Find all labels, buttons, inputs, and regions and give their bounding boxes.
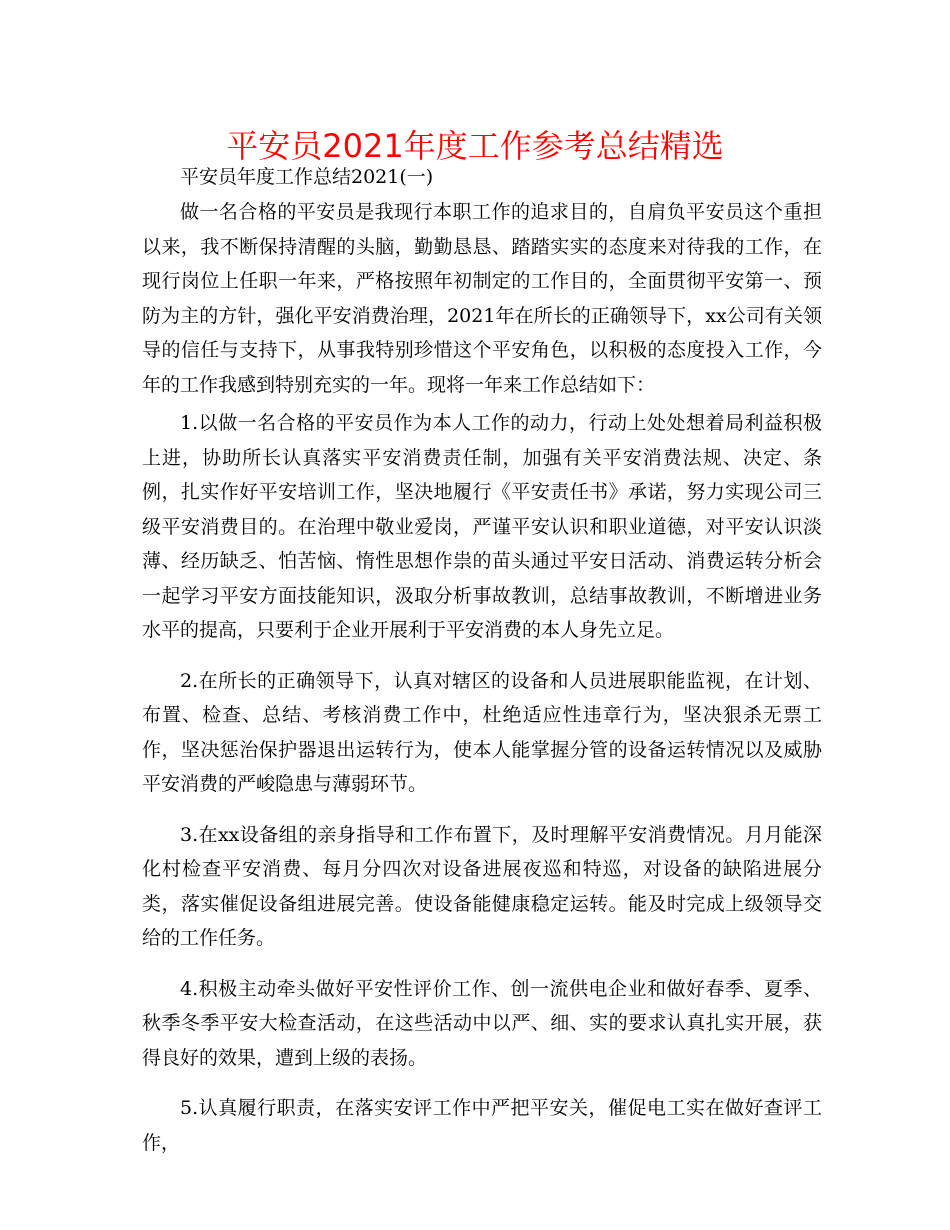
document-body [142, 162, 822, 1160]
paragraph-item-3: 3.在xx设备组的亲身指导和工作布置下，及时理解平安消费情况。月月能深化村检查平安消费、每月分四次对设备进展夜巡和特巡，对设备的缺陷进展分类，落实催促设备组进展完善。使设备能健康稳定运转。能及时完成上级领导交给的工作任务。 [142, 823, 822, 949]
paragraph-intro: 做一名合格的平安员是我现行本职工作的追求目的，自肩负平安员这个重担以来，我不断保持清醒的头脑，勤勤恳恳、踏踏实实的态度来对待我的工作，在现行岗位上任职一年来，严格按照年初制定的工作目的，全面贯彻平安第一、预防为主的方针，强化平安消费治理，2021年在所长的正确领导下，xx公司有关领导的信任与支持下，从事我特别珍惜这个平安角色，以积极的态度投入工作，今年的工作我感到特别充实的一年。现将一年来工作总结如下： [142, 201, 822, 396]
section-subtitle: 平安员年度工作总结2021(一) [180, 166, 434, 188]
paragraph-item-2: 2.在所长的正确领导下，认真对辖区的设备和人员进展职能监视，在计划、布置、检查、总结、考核消费工作中，杜绝适应性违章行为，坚决狠杀无票工作，坚决惩治保护器退出运转行为，使本人能掌握分管的设备运转情况以及威胁平安消费的严峻隐患与薄弱环节。 [142, 669, 822, 795]
paragraph-item-1: 1.以做一名合格的平安员作为本人工作的动力，行动上处处想着局利益积极上进，协助所长认真落实平安消费责任制，加强有关平安消费法规、决定、条例，扎实作好平安培训工作，坚决地履行《平安责任书》承诺，努力实现公司三级平安消费目的。在治理中敬业爱岗，严谨平安认识和职业道德，对平安认识淡薄、经历缺乏、怕苦恼、惰性思想作祟的苗头通过平安日活动、消费运转分析会一起学习平安方面技能知识，汲取分析事故教训，总结事故教训，不断增进业务水平的提高，只要利于企业开展利于平安消费的本人身先立足。 [142, 412, 822, 641]
document-title: 平安员2021年度工作参考总结精选 [226, 127, 724, 165]
paragraph-item-4: 4.积极主动牵头做好平安性评价工作、创一流供电企业和做好春季、夏季、秋季冬季平安大检查活动，在这些活动中以严、细、实的要求认真扎实开展，获得良好的效果，遭到上级的表扬。 [142, 977, 822, 1069]
paragraph-item-5: 5.认真履行职责，在落实安评工作中严把平安关，催促电工实在做好查评工作， [142, 1097, 822, 1154]
